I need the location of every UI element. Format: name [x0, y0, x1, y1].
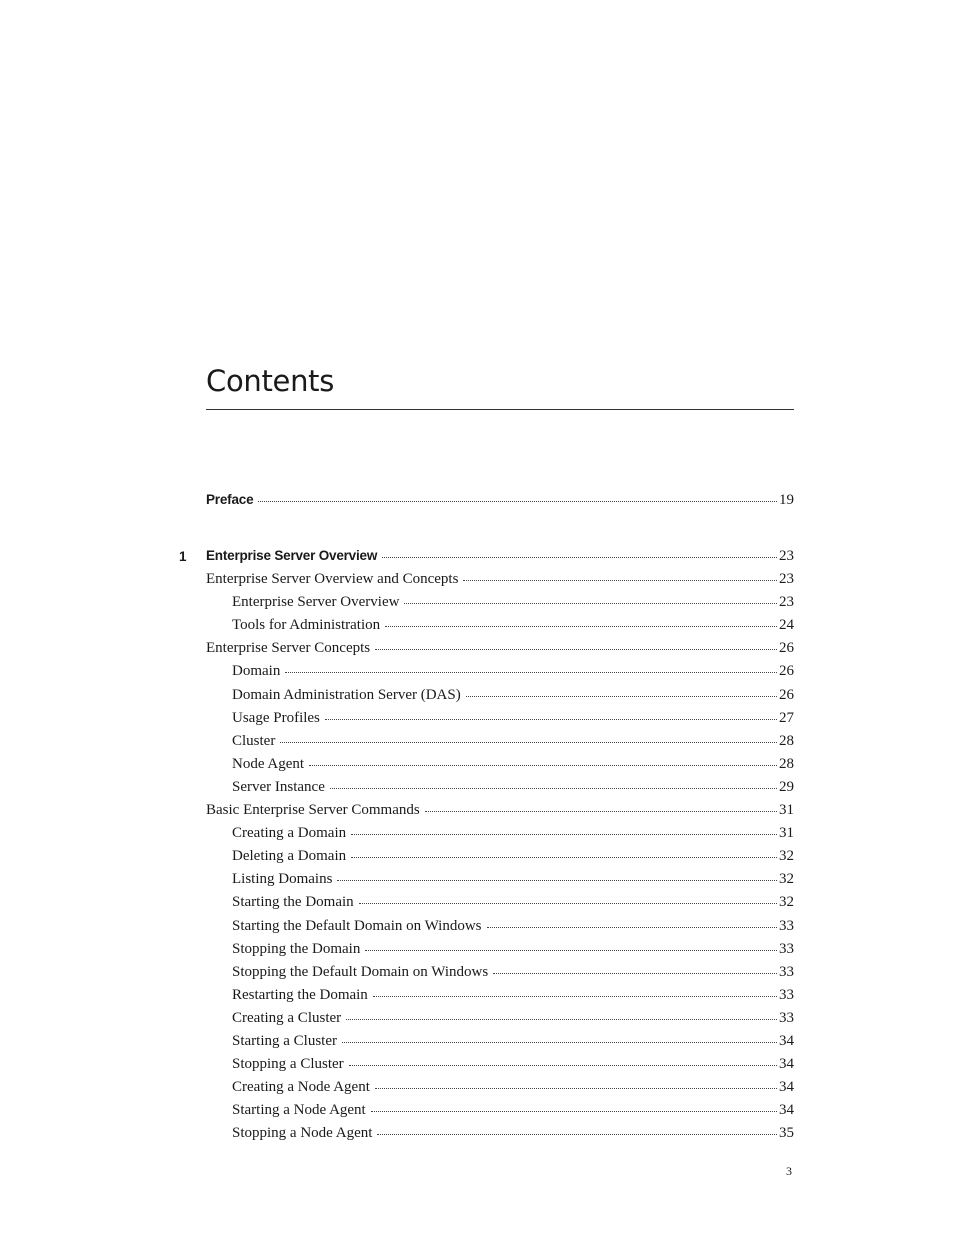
toc-entry[interactable]: [232, 663, 794, 683]
dot-leader: [359, 902, 777, 904]
dot-leader: [375, 648, 777, 650]
toc-entry-preface[interactable]: [206, 492, 794, 512]
toc-entry[interactable]: [232, 964, 794, 984]
toc-entry[interactable]: [206, 571, 794, 591]
toc-entry-label: Stopping a Cluster: [232, 1056, 344, 1072]
toc-entry[interactable]: [232, 918, 794, 938]
toc-entry-page: 26: [779, 687, 794, 703]
toc-entry[interactable]: [232, 825, 794, 845]
toc-entry-page: 31: [779, 802, 794, 818]
toc-entry-page: 28: [779, 733, 794, 749]
toc-entry-label: Starting the Domain: [232, 894, 354, 910]
toc-entry-label: Preface: [206, 492, 254, 507]
toc-entry[interactable]: [232, 594, 794, 614]
toc-entry-page: 33: [779, 1010, 794, 1026]
toc-entry-label: Enterprise Server Overview: [206, 548, 378, 563]
toc-entry-label: Enterprise Server Overview and Concepts: [206, 571, 459, 587]
dot-leader: [330, 787, 777, 789]
toc-entry-page: 33: [779, 941, 794, 957]
dot-leader: [365, 949, 777, 951]
toc-entry-label: Creating a Domain: [232, 825, 347, 841]
dot-leader: [487, 926, 778, 928]
dot-leader: [371, 1110, 777, 1112]
toc-entry-label: Node Agent: [232, 756, 305, 772]
toc-entry-page: 26: [779, 640, 794, 656]
toc-entry-label: Creating a Node Agent: [232, 1079, 370, 1095]
toc-entry[interactable]: [232, 1010, 794, 1030]
toc-entry-label: Basic Enterprise Server Commands: [206, 802, 420, 818]
toc-entry-label: Domain: [232, 663, 281, 679]
dot-leader: [385, 625, 777, 627]
dot-leader: [346, 1018, 777, 1020]
toc-entry[interactable]: [232, 779, 794, 799]
toc-entry-label: Stopping the Default Domain on Windows: [232, 964, 489, 980]
toc-entry-page: 31: [779, 825, 794, 841]
toc-entry-label: Restarting the Domain: [232, 987, 368, 1003]
toc-entry-label: Enterprise Server Overview: [232, 594, 400, 610]
toc-entry-page: 29: [779, 779, 794, 795]
toc-entry-page: 34: [779, 1079, 794, 1095]
toc-entry[interactable]: [232, 710, 794, 730]
toc-entry[interactable]: [232, 1102, 794, 1122]
toc-entry[interactable]: [232, 756, 794, 776]
dot-leader: [463, 579, 777, 581]
toc-entry-page: 23: [779, 548, 794, 564]
toc-entry-chapter-1[interactable]: [206, 548, 794, 568]
chapter-number: 1: [179, 549, 187, 564]
dot-leader: [377, 1133, 777, 1135]
toc-entry[interactable]: [232, 848, 794, 868]
toc-entry[interactable]: [232, 617, 794, 637]
toc-entry-label: Server Instance: [232, 779, 325, 795]
toc-entry[interactable]: [232, 871, 794, 891]
toc-entry-page: 19: [779, 492, 794, 508]
toc-entry[interactable]: [232, 894, 794, 914]
toc-entry-page: 34: [779, 1033, 794, 1049]
dot-leader: [285, 671, 777, 673]
toc-entry-label: Starting the Default Domain on Windows: [232, 918, 482, 934]
toc-entry-page: 33: [779, 918, 794, 934]
toc-entry-page: 27: [779, 710, 794, 726]
dot-leader: [309, 764, 777, 766]
toc-entry-page: 26: [779, 663, 794, 679]
page-title: Contents: [206, 364, 335, 398]
toc-entry-label: Enterprise Server Concepts: [206, 640, 371, 656]
toc-entry-label: Stopping a Node Agent: [232, 1125, 373, 1141]
dot-leader: [404, 602, 777, 604]
title-rule: [206, 409, 794, 410]
dot-leader: [337, 879, 777, 881]
toc-entry-label: Deleting a Domain: [232, 848, 347, 864]
toc-entry[interactable]: [232, 1079, 794, 1099]
dot-leader: [342, 1041, 777, 1043]
page-number: 3: [786, 1164, 792, 1178]
toc-entry[interactable]: [232, 687, 794, 707]
toc-entry-label: Stopping the Domain: [232, 941, 361, 957]
toc-entry-label: Domain Administration Server (DAS): [232, 687, 461, 703]
dot-leader: [425, 810, 777, 812]
toc-entry-page: 23: [779, 571, 794, 587]
toc-entry-page: 34: [779, 1102, 794, 1118]
toc-entry-label: Usage Profiles: [232, 710, 320, 726]
toc-entry-page: 33: [779, 987, 794, 1003]
toc-entry-label: Listing Domains: [232, 871, 333, 887]
toc-entry[interactable]: [232, 941, 794, 961]
dot-leader: [349, 1064, 777, 1066]
toc-entry-label: Starting a Cluster: [232, 1033, 337, 1049]
toc-entry-page: 23: [779, 594, 794, 610]
toc-entry-label: Creating a Cluster: [232, 1010, 342, 1026]
dot-leader: [466, 695, 777, 697]
dot-leader: [493, 972, 777, 974]
dot-leader: [280, 741, 777, 743]
toc-entry-label: Starting a Node Agent: [232, 1102, 366, 1118]
toc-entry[interactable]: [206, 640, 794, 660]
toc-entry[interactable]: [232, 987, 794, 1007]
dot-leader: [351, 856, 777, 858]
dot-leader: [258, 500, 777, 502]
dot-leader: [373, 995, 777, 997]
dot-leader: [382, 556, 777, 558]
toc-entry[interactable]: [232, 1125, 794, 1145]
toc-entry[interactable]: [206, 802, 794, 822]
dot-leader: [375, 1087, 777, 1089]
toc-entry-page: 33: [779, 964, 794, 980]
toc-entry[interactable]: [232, 1056, 794, 1076]
toc-entry-page: 24: [779, 617, 794, 633]
toc-entry[interactable]: [232, 1033, 794, 1053]
dot-leader: [325, 718, 777, 720]
toc-entry-page: 32: [779, 848, 794, 864]
toc-entry-page: 32: [779, 894, 794, 910]
toc-entry-label: Tools for Administration: [232, 617, 381, 633]
toc-entry-label: Cluster: [232, 733, 276, 749]
dot-leader: [351, 833, 777, 835]
toc-entry-page: 28: [779, 756, 794, 772]
toc-entry[interactable]: [232, 733, 794, 753]
toc-entry-page: 32: [779, 871, 794, 887]
toc-entry-page: 35: [779, 1125, 794, 1141]
toc-entry-page: 34: [779, 1056, 794, 1072]
